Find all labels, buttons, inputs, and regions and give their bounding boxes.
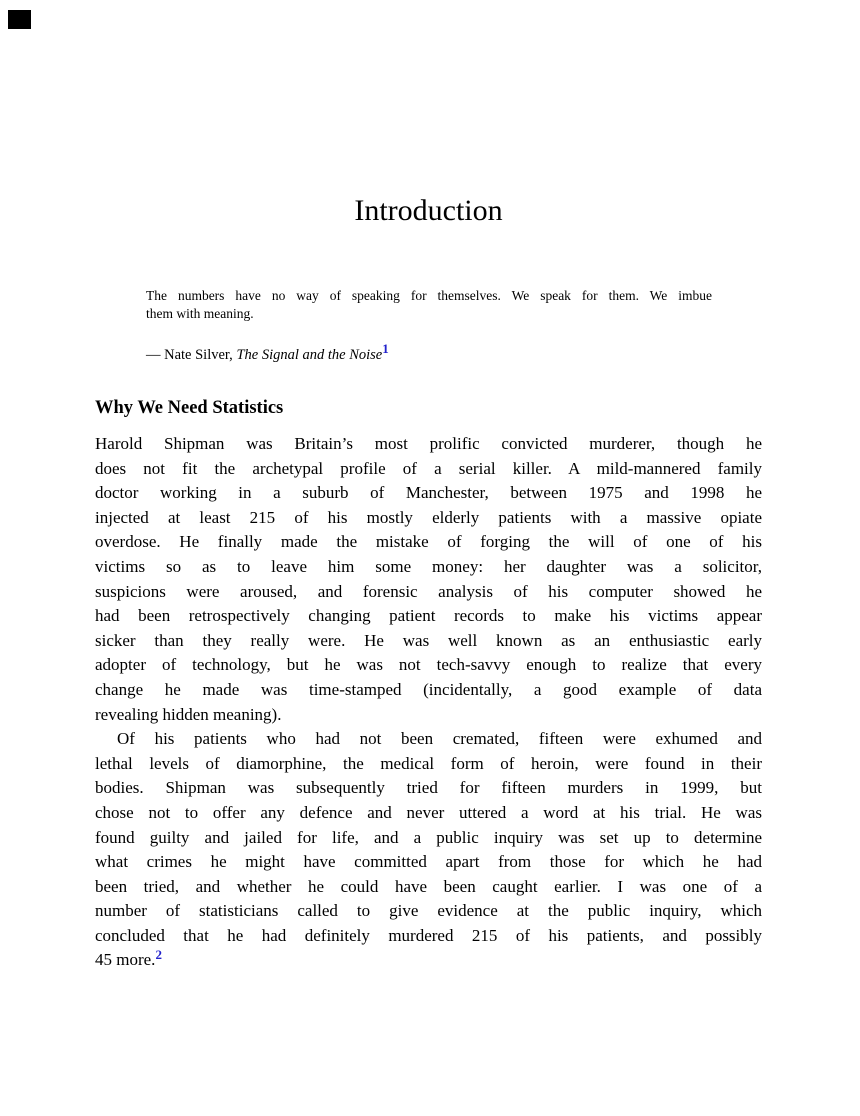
text-line: change he made was time-stamped (incidentally, a good example of data [95, 679, 762, 699]
paragraph-1 [95, 432, 762, 727]
text-line: concluded that he had definitely murdered 215 of his patients, and possibly [95, 925, 762, 945]
text-line: suspicions were aroused, and forensic analysis of his computer showed he [95, 581, 762, 601]
text-line: chose not to offer any defence and never uttered a word at his trial. He was [95, 802, 762, 822]
text-line: them with meaning. [146, 306, 254, 321]
text-line: been tried, and whether he could have been caught earlier. I was one of a [95, 876, 762, 896]
text-line: lethal levels of diamorphine, the medical form of heroin, were found in their [95, 753, 762, 773]
paragraph-2 [95, 727, 762, 948]
text-line: The numbers have no way of speaking for themselves. We speak for them. We imbue [146, 288, 712, 303]
text-line: victims so as to leave him some money: her daughter was a solicitor, [95, 556, 762, 576]
text-line: overdose. He finally made the mistake of forging the will of one of his [95, 532, 762, 552]
chapter-title: Introduction [354, 194, 503, 227]
corner-mark [8, 10, 31, 29]
epigraph-attribution [146, 341, 389, 364]
attribution-author: — Nate Silver, [146, 347, 237, 363]
footnote-link-2[interactable]: 2 [155, 947, 162, 963]
text-line: Harold Shipman was Britain’s most prolific convicted murderer, though he [95, 434, 762, 453]
text-line: had been retrospectively changing patient records to make his victims appear [95, 606, 762, 626]
footnote-link-1[interactable]: 1 [382, 341, 389, 356]
text-line: number of statisticians called to give evidence at the public inquiry, which [95, 901, 762, 921]
text-line: what crimes he might have committed apart from those for which he had [95, 852, 762, 872]
text-line: Of his patients who had not been cremated, fifteen were exhumed and [117, 729, 762, 749]
section-heading: Why We Need Statistics [95, 398, 284, 418]
text-line: found guilty and jailed for life, and a public inquiry was set up to determine [95, 827, 762, 847]
text-line: bodies. Shipman was subsequently tried for fifteen murders in 1999, but [95, 778, 762, 798]
text-line: does not fit the archetypal profile of a serial killer. A mild-mannered family [95, 458, 762, 478]
text-line: injected at least 215 of his mostly elderly patients with a massive opiate [95, 507, 762, 527]
attribution-work-title: The Signal and the Noise [236, 347, 383, 363]
text-line: sicker than they really were. He was well known as an enthusiastic early [95, 630, 762, 650]
text-line: adopter of technology, but he was not tech-savvy enough to realize that every [95, 655, 762, 675]
body-text [95, 432, 762, 973]
text-line: revealing hidden meaning). [95, 704, 282, 724]
text-line: doctor working in a suburb of Manchester, between 1975 and 1998 he [95, 483, 762, 503]
paragraph-2-last-line [95, 948, 762, 973]
epigraph-quote [146, 287, 712, 323]
paragraph-2-last-line-text: 45 more. [95, 950, 156, 970]
